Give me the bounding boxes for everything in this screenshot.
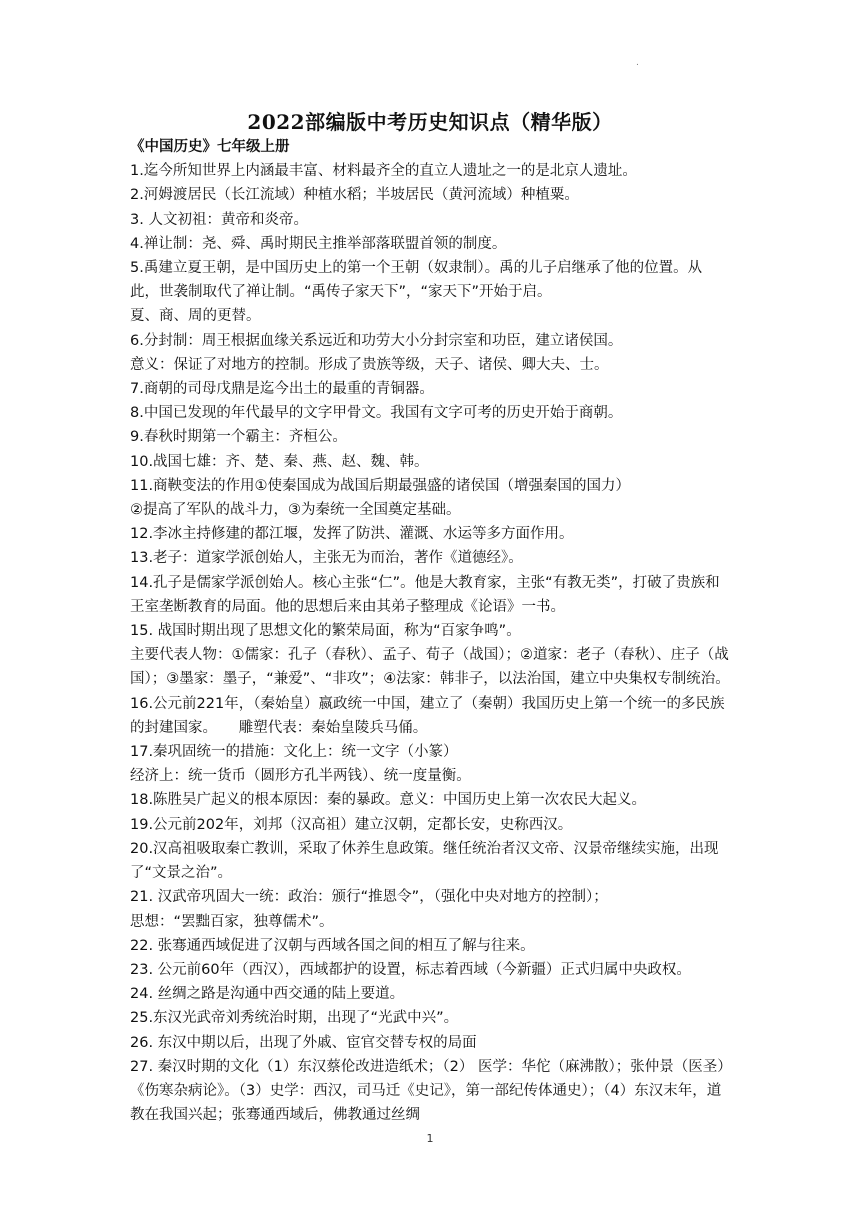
text-line: 16.公元前221年，（秦始皇）嬴政统一中国，建立了（秦朝）我国历史上第一个统一的多民族的封建国家。 雕塑代表：秦始皇陵兵马俑。 xyxy=(130,695,725,736)
text-line: 10.战国七雄：齐、楚、秦、燕、赵、魏、韩。 xyxy=(130,453,429,470)
text-line: 9.春秋时期第一个霸主：齐桓公。 xyxy=(130,429,347,446)
page-mark: . xyxy=(636,58,639,68)
text-line: 夏、商、周的更替。 xyxy=(130,308,261,325)
text-line: 4.禅让制：尧、舜、禹时期民主推举部落联盟首领的制度。 xyxy=(130,235,507,252)
text-line: 23. 公元前60年（西汉），西域都护的设置，标志着西域（今新疆）正式归属中央政权。 xyxy=(130,961,691,978)
text-line: 思想：“罢黜百家，独尊儒术”。 xyxy=(130,913,334,930)
text-line: ②提高了军队的战斗力，③为秦统一全国奠定基础。 xyxy=(130,502,461,519)
text-line: 22. 张骞通西域促进了汉朝与西域各国之间的相互了解与往来。 xyxy=(130,937,535,954)
text-line: 7.商朝的司母戊鼎是迄今出土的最重的青铜器。 xyxy=(130,381,434,398)
section-subtitle: 《中国历史》七年级上册 xyxy=(130,139,290,155)
text-line: 27. 秦汉时期的文化（1）东汉蔡伦改进造纸术；（2） 医学：华佗（麻沸散）；张仲景（医圣）《伤寒杂病论》。（3）史学：西汉，司马迁《史记》，第一部纪传体通史）；（4）东汉末年，道教在我国兴起；张骞通西域后，佛教通过丝绸 xyxy=(130,1058,725,1124)
text-line: 3. 人文初祖：黄帝和炎帝。 xyxy=(130,211,308,228)
text-line: 6.分封制：周王根据血缘关系远近和功劳大小分封宗室和功臣，建立诸侯国。 xyxy=(130,332,623,349)
text-line: 20.汉高祖吸取秦亡教训，采取了休养生息政策。继任统治者汉文帝、汉景帝继续实施，出现了“文景之治”。 xyxy=(130,840,719,882)
text-line: 经济上：统一货币（圆形方孔半两钱）、统一度量衡。 xyxy=(130,768,471,785)
text-line: 意义：保证了对地方的控制。形成了贵族等级，天子、诸侯、卿大夫、士。 xyxy=(130,356,609,373)
text-line: 24. 丝绸之路是沟通中西交通的陆上要道。 xyxy=(130,986,405,1003)
text-line: 8.中国已发现的年代最早的文字甲骨文。我国有文字可考的历史开始于商朝。 xyxy=(130,405,623,422)
text-line: 15. 战国时期出现了思想文化的繁荣局面，称为“百家争鸣”。 xyxy=(130,623,521,640)
document-title: 2022部编版中考历史知识点（精华版） xyxy=(247,110,613,134)
text-line: 主要代表人物：①儒家：孔子（春秋）、孟子、荀子（战国）；②道家：老子（春秋）、庄子（战国）；③墨家：墨子，“兼爱”、“非攻”；④法家：韩非子，以法治国，建立中央集权专制统治。 xyxy=(130,647,730,688)
text-line: 13.老子：道家学派创始人，主张无为而治，著作《道德经》。 xyxy=(130,550,523,567)
text-line: 18.陈胜吴广起义的根本原因：秦的暴政。意义：中国历史上第一次农民大起义。 xyxy=(130,792,647,809)
text-line: 25.东汉光武帝刘秀统治时期，出现了“光武中兴”。 xyxy=(130,1010,459,1027)
text-line: 17.秦巩固统一的措施：文化上：统一文字（小篆） xyxy=(130,744,458,761)
text-line: 19.公元前202年，刘邦（汉高祖）建立汉朝，定都长安，史称西汉。 xyxy=(130,816,573,833)
text-line: 2.河姆渡居民（长江流域）种植水稻；半坡居民（黄河流域）种植粟。 xyxy=(130,187,579,204)
text-line: 12.李冰主持修建的都江堰，发挥了防洪、灌溉、水运等多方面作用。 xyxy=(130,526,574,543)
text-line: 14.孔子是儒家学派创始人。核心主张“仁”。他是大教育家，主张“有教无类”，打破了贵族和王室垄断教育的局面。他的思想后来由其弟子整理成《论语》一书。 xyxy=(130,574,720,615)
text-line: 26. 东汉中期以后，出现了外戚、宦官交替专权的局面 xyxy=(130,1034,477,1051)
text-line: 21. 汉武帝巩固大一统：政治：颁行“推恩令”，（强化中央对地方的控制）； xyxy=(130,889,608,906)
text-line: 5.禹建立夏王朝，是中国历史上的第一个王朝（奴隶制）。禹的儿子启继承了他的位置。从此，世袭制取代了禅让制。“禹传子家天下”，“家天下”开始于启。 xyxy=(130,260,703,301)
text-line: 1.迄今所知世界上内涵最丰富、材料最齐全的直立人遗址之一的是北京人遗址。 xyxy=(130,163,637,180)
page-number: 1 xyxy=(426,1132,434,1145)
document-body xyxy=(130,135,730,1127)
text-line: 11.商鞅变法的作用①使秦国成为战国后期最强盛的诸侯国（增强秦国的国力） xyxy=(130,477,631,494)
